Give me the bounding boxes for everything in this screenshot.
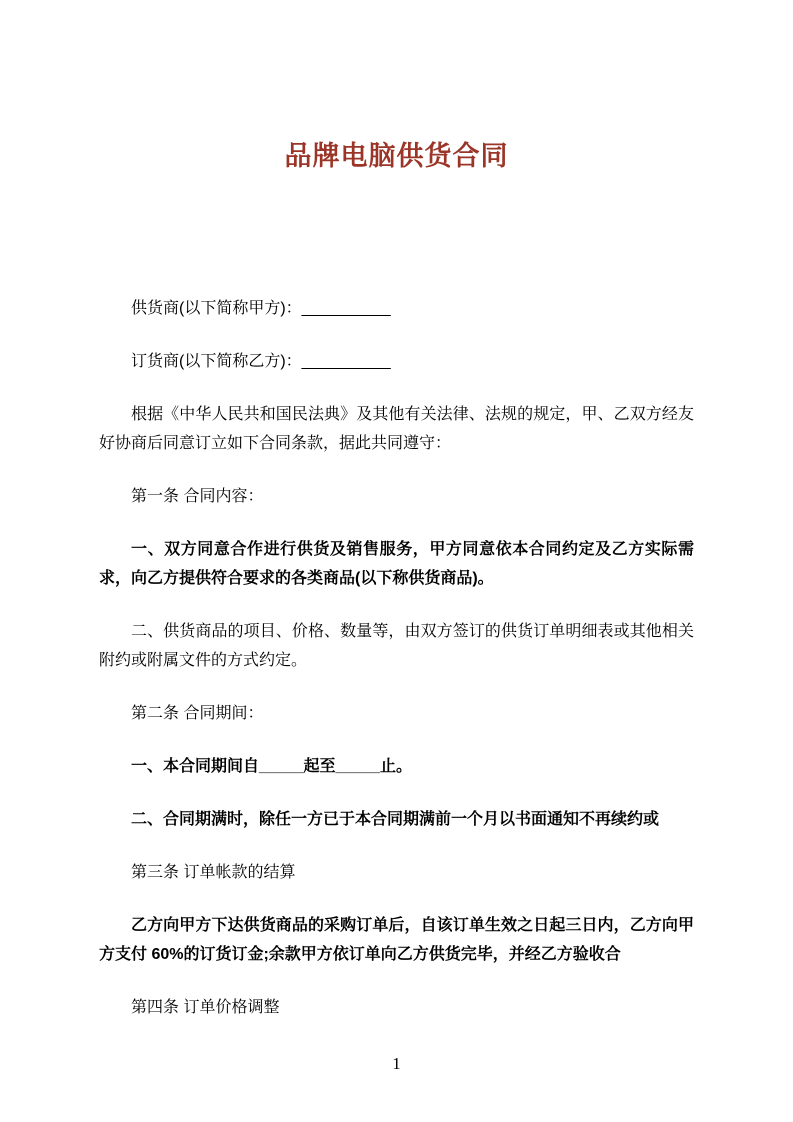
- article-2-heading: 第二条 合同期间：: [131, 705, 264, 722]
- document-title: 品牌电脑供货合同: [284, 141, 509, 171]
- article-1-heading: 第一条 合同内容：: [131, 488, 264, 505]
- article-2-clause-2: 二、合同期满时，除任一方已于本合同期满前一个月以书面通知不再续约或: [131, 811, 660, 828]
- party-b-line: 订货商(以下简称乙方)：__________: [131, 353, 391, 370]
- article-4-heading: 第四条 订单价格调整: [131, 999, 280, 1016]
- preamble-paragraph: 根据《中华人民共和国民法典》及其他有关法律、法规的规定，甲、乙双方经友好协商后同意订立如下合同条款，据此共同遵守：: [99, 406, 694, 452]
- party-a-line: 供货商(以下简称甲方)：__________: [131, 300, 391, 317]
- article-3-clause-1: 乙方向甲方下达供货商品的采购订单后，自该订单生效之日起三日内，乙方向甲方支付 60%的订货订金;余款甲方依订单向乙方供货完毕，并经乙方验收合: [99, 917, 694, 963]
- article-1-clause-1: 一、双方同意合作进行供货及销售服务，甲方同意依本合同约定及乙方实际需求，向乙方提供符合要求的各类商品(以下称供货商品)。: [99, 541, 694, 587]
- page-number: 1: [392, 1054, 401, 1073]
- article-3-heading: 第三条 订单帐款的结算: [131, 864, 296, 881]
- article-2-clause-1: 一、本合同期间自_____起至_____止。: [131, 758, 412, 775]
- article-1-clause-2: 二、供货商品的项目、价格、数量等，由双方签订的供货订单明细表或其他相关附约或附属文件的方式约定。: [99, 623, 694, 669]
